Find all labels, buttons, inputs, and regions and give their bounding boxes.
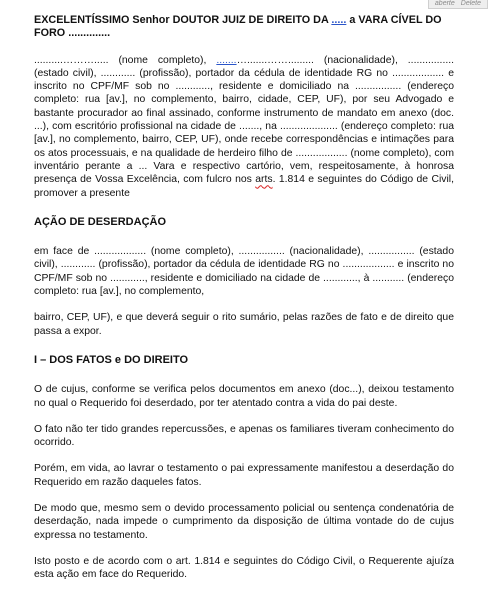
against-paragraph: em face de .................. (nome completo), ................ (nacionalidade), ................ (estado civil), ............ (profissão), portador da cédula de identidade RG no .................. e inscrito no CPF/MF sob no ............, residente e domiciliado na cidade de ............, à ........... (endereço completo: rua [av.], no complemento, <box>34 246 454 298</box>
heading-part-2: a VARA CÍVEL DO FORO .............. <box>34 14 442 40</box>
intro-text-1: ..........………..... (nome completo), <box>34 54 217 66</box>
editor-toolbar <box>428 0 488 9</box>
spellcheck-word: arts <box>255 174 273 186</box>
open-button[interactable]: aberte <box>434 0 455 7</box>
heading-part-1: EXCELENTÍSSIMO Senhor DOUTOR JUIZ DE DIREITO DA <box>34 14 332 26</box>
delete-button[interactable]: Delete <box>460 0 481 7</box>
intro-text-3: . 1.814 e seguintes do Código de Civil, promover a presente <box>34 174 454 199</box>
toolbar-actions <box>428 0 488 9</box>
intro-blue-blank: ....... <box>216 54 237 66</box>
fact-paragraph: Porém, em vida, ao lavrar o testamento o pai expressamente manifestou a deserdação do Requerido em razão daqueles fatos. <box>34 463 454 488</box>
spacer <box>34 41 454 54</box>
section-1-title: I – DOS FATOS e DO DIREITO <box>34 353 189 366</box>
fact-paragraph: De modo que, mesmo sem o devido processamento policial ou sentença condenatória de deserdação, nada impede o cumprimento da disposição de última vontade do de cujus expressa no testamento. <box>34 503 454 541</box>
heading-blank: ..... <box>331 14 347 26</box>
action-title: AÇÃO DE DESERDAÇÃO <box>34 215 167 228</box>
document-page <box>34 14 454 582</box>
intro-paragraph <box>34 54 454 200</box>
fact-paragraph: Isto posto e de acordo com o art. 1.814 e seguintes do Código Civil, o Requerente ajuíza esta ação em face do Requerido. <box>34 555 454 581</box>
intro-text-2: ….......……......... (nacionalidade), ................ (estado civil), ............ (profissão), portador da cédula de identidade RG no .................. e inscrito no CPF/MF sob no ............, residente e domiciliado na ................ (endereço completo: rua [av.], no complemento, bairro, cidade, CEP, UF), por seu Advogado e bastante procurador ao final assinado, conforme instrumento de mandato em anexo (doc. ...), com escritório profissional na cidade de ......., na .................... (endereço completo: rua [av.], no complemento, bairro, CEP, UF), onde recebe correspondências e intimações para os atos processuais, e na qualidade de herdeiro filho de .................. (nome completo), com inventário perante a ... Vara e respectivo cartório, vem, respeitosamente, à honrosa presença de Vossa Excelência, com fulcro nos <box>34 54 454 186</box>
against-continuation: bairro, CEP, UF), e que deverá seguir o rito sumário, pelas razões de fato e de direito que passa a expor. <box>34 312 454 337</box>
fact-paragraph: O de cujus, conforme se verifica pelos documentos em anexo (doc...), deixou testamento no qual o Requerido foi deserdado, por ter atentado contra a vida do pai deste. <box>34 384 454 409</box>
document-heading <box>34 14 454 41</box>
fact-paragraph: O fato não ter tido grandes repercussões, e apenas os familiares tiveram conhecimento do ocorrido. <box>34 423 454 449</box>
